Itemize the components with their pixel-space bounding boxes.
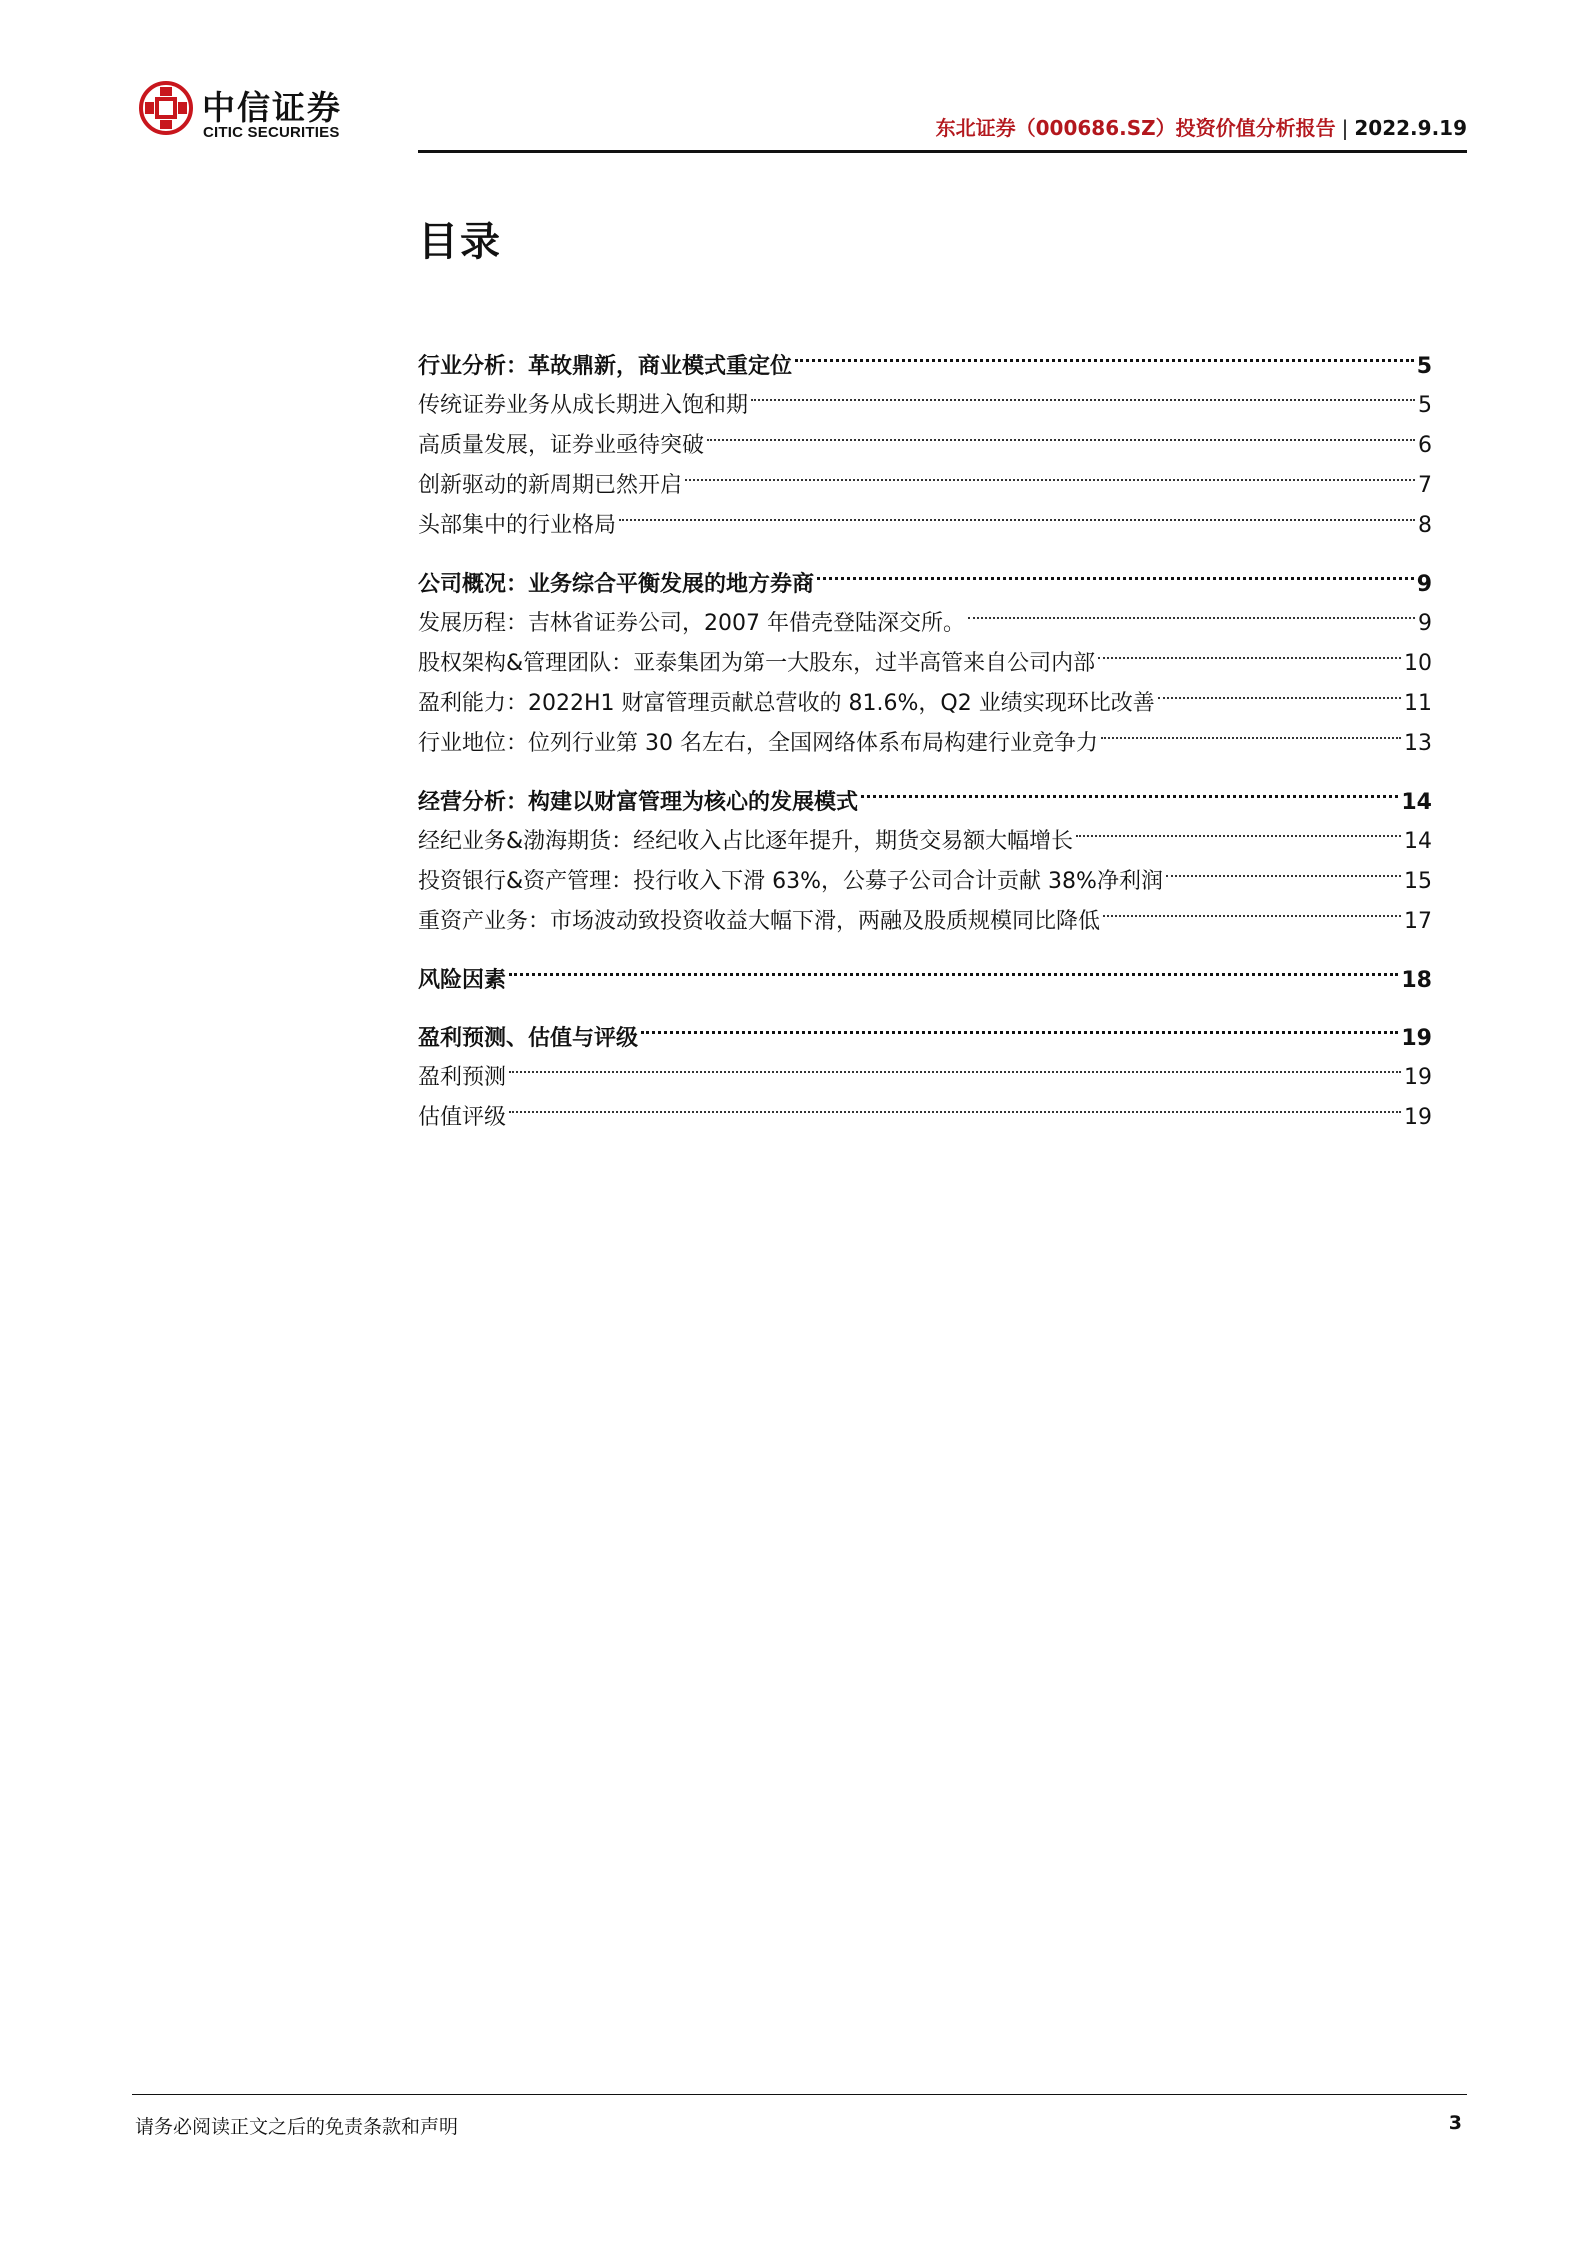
table-of-contents [418, 330, 1432, 1130]
toc-entry-page: 14 [1401, 790, 1432, 815]
toc-entry-title: 公司概况：业务综合平衡发展的地方券商 [418, 572, 815, 597]
citic-emblem-icon [138, 80, 194, 136]
dot-leader [685, 439, 1415, 481]
toc-entry-page: 19 [1401, 1026, 1432, 1051]
dot-leader [1103, 875, 1401, 917]
dot-leader [817, 537, 1414, 580]
dot-leader [1098, 617, 1401, 659]
toc-entry-page: 14 [1404, 829, 1432, 854]
footer-divider [132, 2094, 1467, 2095]
toc-entry-page: 15 [1404, 869, 1432, 894]
toc-entry-page: 11 [1404, 691, 1432, 716]
toc-entry-page: 10 [1404, 651, 1432, 676]
report-date: 2022.9.19 [1354, 116, 1467, 140]
toc-entry-page: 5 [1416, 354, 1432, 379]
toc-entry-title: 行业分析：革故鼎新，商业模式重定位 [418, 354, 793, 379]
dot-leader [1076, 795, 1401, 837]
footer-disclaimer: 请务必阅读正文之后的免责条款和声明 [135, 2116, 459, 2138]
toc-entry-page: 19 [1404, 1105, 1432, 1130]
toc-entry-title: 估值评级 [418, 1105, 507, 1130]
page-title: 目录 [418, 219, 502, 265]
dot-leader [751, 359, 1415, 401]
dot-leader [619, 479, 1415, 521]
dot-leader [1166, 835, 1401, 877]
toc-entry-page: 9 [1418, 611, 1432, 636]
logo-chinese-name: 中信证券 [202, 88, 342, 127]
dot-leader [641, 991, 1398, 1034]
toc-subsection-item[interactable] [418, 1082, 1432, 1130]
toc-entry-title: 头部集中的行业格局 [418, 513, 617, 538]
toc-entry-title: 盈利预测 [418, 1065, 507, 1090]
toc-section-heading[interactable] [418, 944, 1432, 993]
dot-leader [795, 319, 1414, 362]
report-header [936, 112, 1467, 141]
header-separator: | [1341, 116, 1349, 140]
toc-entry-title: 经纪业务&渤海期货：经纪收入占比逐年提升，期货交易额大幅增长 [418, 829, 1074, 854]
toc-entry-page: 17 [1404, 909, 1432, 934]
report-title: 东北证券（000686.SZ）投资价值分析报告 [935, 116, 1336, 140]
dot-leader [861, 755, 1398, 798]
toc-entry-title: 创新驱动的新周期已然开启 [418, 473, 683, 498]
header-divider [418, 150, 1467, 153]
logo-english-name: CITIC SECURITIES [203, 124, 340, 141]
toc-entry-title: 经营分析：构建以财富管理为核心的发展模式 [418, 790, 859, 815]
toc-entry-title: 行业地位：位列行业第 30 名左右，全国网络体系布局构建行业竞争力 [418, 731, 1098, 756]
toc-entry-page: 19 [1404, 1065, 1432, 1090]
toc-entry-title: 高质量发展，证券业亟待突破 [418, 433, 705, 458]
toc-entry-title: 股权架构&管理团队：亚泰集团为第一大股东，过半高管来自公司内部 [418, 651, 1096, 676]
dot-leader [509, 1071, 1401, 1113]
dot-leader [509, 1031, 1401, 1073]
dot-leader [707, 399, 1415, 441]
toc-entry-page: 18 [1401, 968, 1432, 993]
toc-entry-title: 投资银行&资产管理：投行收入下滑 63%，公募子公司合计贡献 38%净利润 [418, 869, 1163, 894]
toc-entry-title: 重资产业务：市场波动致投资收益大幅下滑，两融及股质规模同比降低 [418, 909, 1101, 934]
toc-entry-title: 发展历程：吉林省证券公司，2007 年借壳登陆深交所。 [418, 611, 965, 636]
page-number: 3 [1448, 2112, 1462, 2134]
dot-leader [1101, 697, 1401, 739]
dot-leader [1158, 657, 1401, 699]
toc-entry-page: 8 [1418, 513, 1432, 538]
toc-entry-page: 13 [1404, 731, 1432, 756]
citic-logo [138, 80, 388, 146]
toc-entry-title: 传统证券业务从成长期进入饱和期 [418, 393, 749, 418]
toc-entry-title: 盈利预测、估值与评级 [418, 1026, 639, 1051]
toc-entry-title: 盈利能力：2022H1 财富管理贡献总营收的 81.6%，Q2 业绩实现环比改善 [418, 691, 1155, 716]
toc-entry-page: 5 [1418, 393, 1432, 418]
dot-leader [509, 933, 1398, 976]
toc-entry-title: 风险因素 [418, 968, 507, 993]
toc-entry-page: 9 [1416, 572, 1432, 597]
toc-entry-page: 7 [1418, 473, 1432, 498]
dot-leader [968, 577, 1415, 619]
toc-entry-page: 6 [1418, 433, 1432, 458]
